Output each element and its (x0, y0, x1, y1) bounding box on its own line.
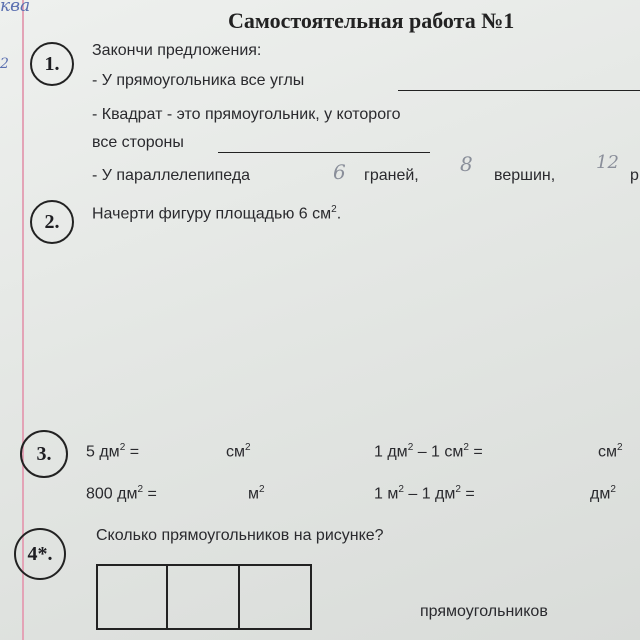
task-3-row2-right-unit: $дм^2$ (590, 484, 616, 503)
edges-label: р (630, 167, 639, 184)
task-2-text: Начерти фигуру площадью 6 $см^2$. (92, 204, 342, 223)
vertices-label: вершин, (494, 167, 556, 184)
task-1-line-3: - У параллелепипеда (92, 167, 251, 184)
handwritten-vertices-answer: 8 (460, 152, 473, 176)
task-3-row2-right: 1 $м^2 - 1$ $дм^2$ = (374, 484, 475, 503)
task-1-number: 1. (30, 42, 74, 86)
rectangles-figure (96, 564, 312, 630)
handwritten-edges-answer: 12 (596, 152, 619, 173)
handwritten-faces-answer: 6 (333, 160, 346, 184)
rectangle-divider (166, 566, 168, 628)
task-3-row1-left: 5 $дм^2$ = (86, 442, 140, 461)
task-1-line-2b: все стороны (92, 134, 184, 151)
task-4-answer-label: прямоугольников (420, 603, 548, 620)
handwritten-note: ква (0, 0, 31, 16)
faces-label: граней, (364, 167, 419, 184)
drawing-area[interactable] (92, 232, 632, 422)
task-4-number: 4*. (14, 528, 66, 580)
task-3-row1-left-unit: $см^2$ (226, 442, 251, 461)
task-1-line-2a: - Квадрат - это прямоугольник, у которого (92, 106, 401, 123)
rectangle-divider (238, 566, 240, 628)
page-title: Самостоятельная работа №1 (228, 8, 515, 33)
task-3-number: 3. (20, 430, 68, 478)
task-3-row2-left-unit: $м^2$ (248, 484, 265, 503)
task-1-line-1: - У прямоугольника все углы (92, 72, 305, 89)
answer-line-sides[interactable] (218, 152, 430, 153)
task-1-instruction: Закончи предложения: (92, 42, 262, 59)
task-4-question: Сколько прямоугольников на рисунке? (96, 527, 384, 544)
task-3-row1-right-unit: $см^2$ (598, 442, 623, 461)
answer-line-angles[interactable] (398, 90, 640, 91)
handwritten-margin-note: 2 (0, 56, 9, 72)
task-3-row2-left: 800 $дм^2$ = (86, 484, 157, 503)
task-3-row1-right: 1 $дм^2 - 1$ $см^2$ = (374, 442, 483, 461)
task-2-number: 2. (30, 200, 74, 244)
